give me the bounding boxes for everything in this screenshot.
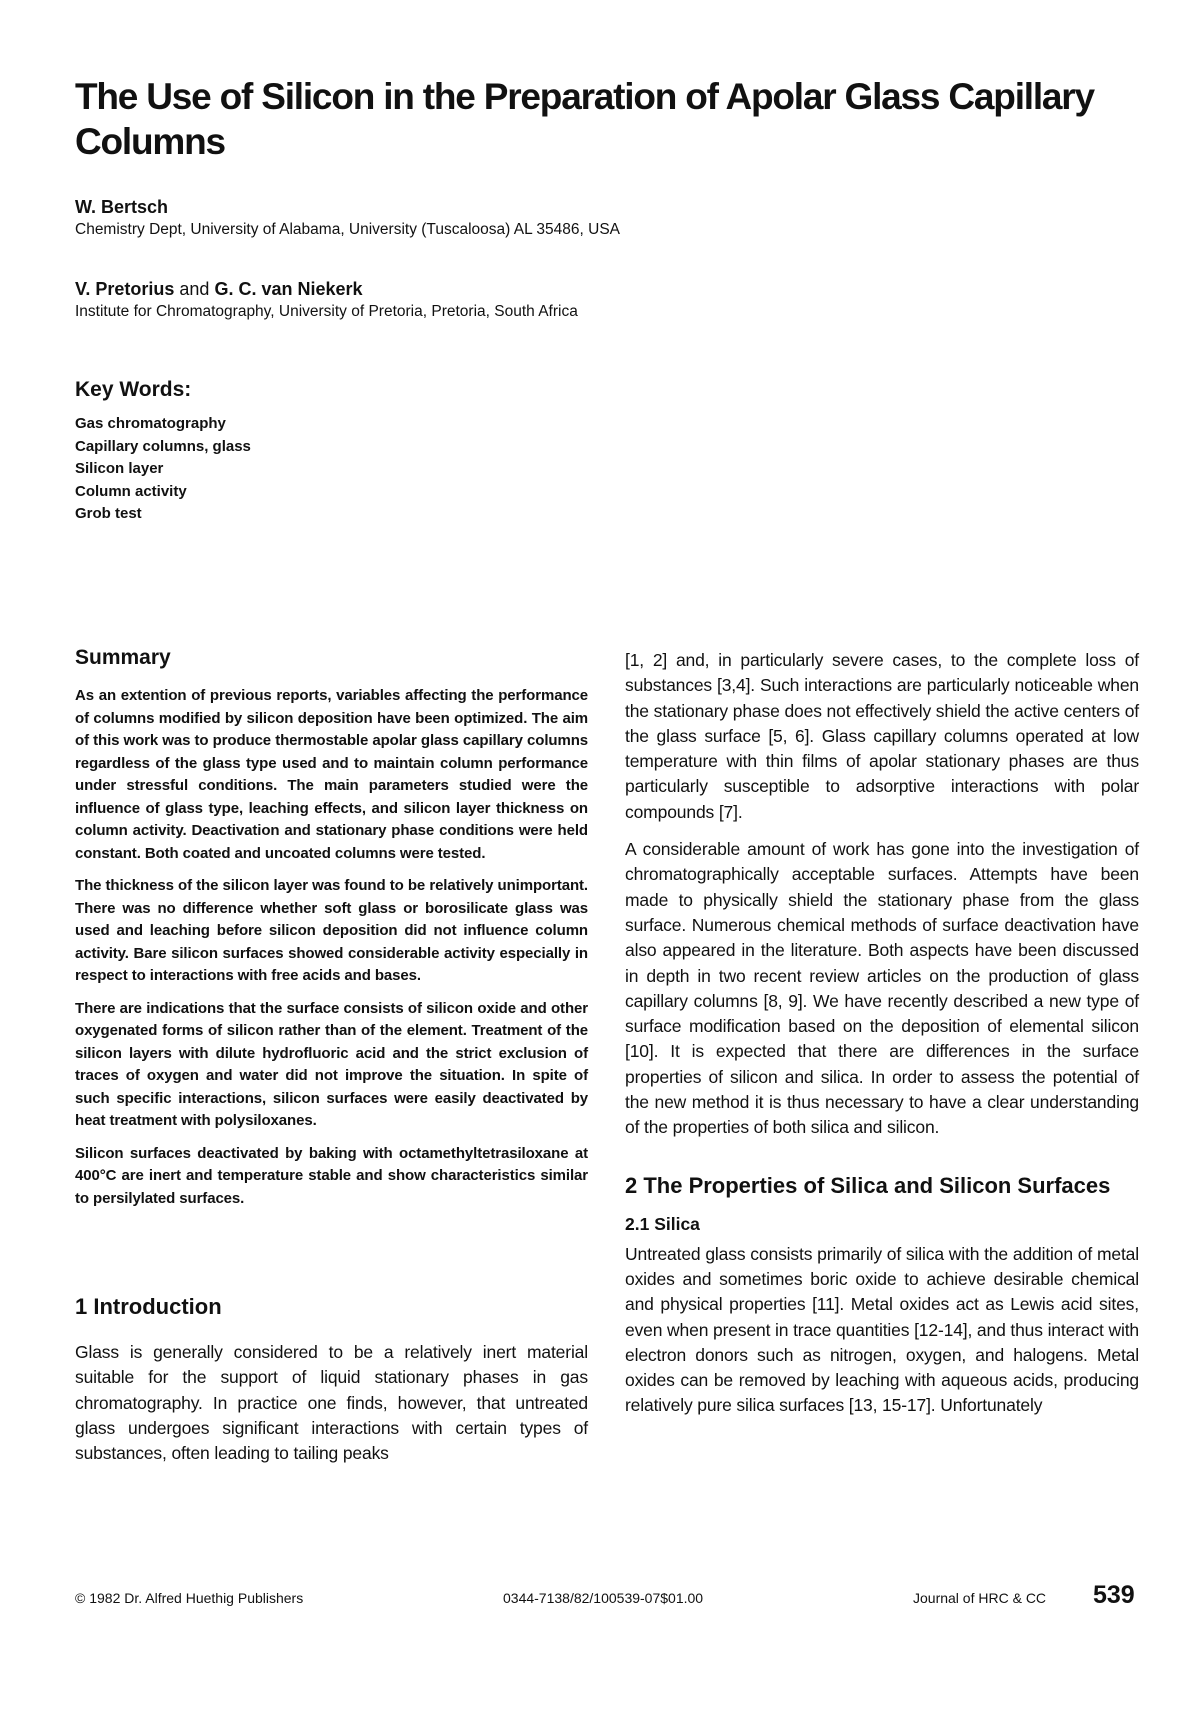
page-title: The Use of Silicon in the Preparation of Apolar Glass Capillary Columns <box>75 76 1094 162</box>
footer-issn: 0344-7138/82/100539-07$01.00 <box>503 1590 704 1606</box>
summary-paragraph: The thickness of the silicon layer was found to be relatively unimportant. There was no difference whether soft glass or borosilicate glass was used and leaching before silicon deposition did not influence column activity. Bare silicon surfaces showed considerable activity especially in respect to interactions with free acids and bases. <box>75 877 588 984</box>
summary-paragraph: As an extention of previous reports, variables affecting the performance of columns modified by silicon deposition have been optimized. The aim of this work was to produce thermostable apolar glass capillary columns regardless of the glass type used and to maintain column performance under stressful conditions. The main parameters studied were the influence of glass type, leaching effects, and silicon layer thickness on column activity. Deactivation and stationary phase conditions were held constant. Both coated and uncoated columns were tested. <box>75 687 588 862</box>
author-name: G. C. van Niekerk <box>214 279 363 299</box>
right-column <box>625 648 1139 1431</box>
keywords-list <box>75 413 251 526</box>
author-name: V. Pretorius <box>75 279 175 299</box>
subsection-heading: 2.1 Silica <box>625 1213 700 1234</box>
introduction-paragraph: Glass is generally considered to be a relatively inert material suitable for the support of liquid stationary phases in gas chromatography. In practice one finds, however, that untreated glass undergoes significant interactions with certain types of substances, often leading to tailing peaks <box>75 1342 588 1464</box>
author-name: W. Bertsch <box>75 197 169 217</box>
author-names <box>75 196 620 218</box>
author-conjunction: and <box>174 279 215 299</box>
keyword-item: Grob test <box>75 505 142 522</box>
page-footer <box>75 1583 1139 1613</box>
left-column <box>75 645 588 1478</box>
body-paragraph: [1, 2] and, in particularly severe cases, to the complete loss of substances [3,4]. Such interactions are particularly noticeable when the stationary phase does not effectively shield the active centers of the glass surface [5, 6]. Glass capillary columns operated at low temperature with thin films of apolar stationary phases are thus particularly susceptible to adsorptive interactions with polar compounds [7]. <box>625 650 1139 822</box>
keywords-heading: Key Words: <box>75 378 192 401</box>
keyword-item: Capillary columns, glass <box>75 437 251 455</box>
keyword-item: Column activity <box>75 482 187 500</box>
section-2-heading: 2 The Properties of Silica and Silicon Surfaces <box>625 1172 1111 1198</box>
body-paragraph: A considerable amount of work has gone into the investigation of chromatographically acceptable surfaces. Attempts have been made to physically shield the stationary phase from the glass surface. Numerous chemical methods of surface deactivation have also appeared in the literature. Both aspects have been discussed in depth in two recent review articles on the production of glass capillary columns [8, 9]. We have recently described a new type of surface modification based on the deposition of elemental silicon [10]. It is expected that there are differences in the surface properties of silicon and silica. In order to assess the potential of the new method it is thus necessary to have a clear understanding of the properties of both silica and silicon. <box>625 839 1139 1138</box>
keyword-item: Silicon layer <box>75 460 164 477</box>
summary-paragraph: Silicon surfaces deactivated by baking with octamethyltetrasiloxane at 400°C are inert and temperature stable and show characteristics similar to persilylated surfaces. <box>75 1144 588 1207</box>
author-affiliation: Chemistry Dept, University of Alabama, University (Tuscaloosa) AL 35486, USA <box>75 221 621 238</box>
footer-copyright: © 1982 Dr. Alfred Huethig Publishers <box>75 1590 304 1606</box>
summary-paragraph: There are indications that the surface consists of silicon oxide and other oxygenated forms of silicon rather than of the element. Treatment of the silicon layers with dilute hydrofluoric acid and the strict exclusion of traces of oxygen and water did not improve the situation. In spite of such specific interactions, silicon surfaces were easily deactivated by heat treatment with polysiloxanes. <box>75 999 588 1129</box>
page-number: 539 <box>1093 1581 1135 1609</box>
keyword-item: Gas chromatography <box>75 415 226 432</box>
author-block-2 <box>75 278 578 322</box>
author-block-1 <box>75 196 620 240</box>
summary-heading: Summary <box>75 646 171 669</box>
footer-journal: Journal of HRC & CC <box>913 1590 1047 1606</box>
author-names <box>75 278 578 300</box>
body-paragraph: Untreated glass consists primarily of silica with the addition of metal oxides and sometimes boric oxide to achieve desirable chemical and physical properties [11]. Metal oxides act as Lewis acid sites, even when present in trace quantities [12-14], and thus interact with electron donors such as nitrogen, oxygen, and halogens. Metal oxides can be removed by leaching with aqueous acids, producing relatively pure silica surfaces [13, 15-17]. Unfortunately <box>625 1243 1139 1416</box>
author-affiliation: Institute for Chromatography, University of Pretoria, Pretoria, South Africa <box>75 303 578 320</box>
introduction-heading: 1 Introduction <box>75 1294 222 1319</box>
